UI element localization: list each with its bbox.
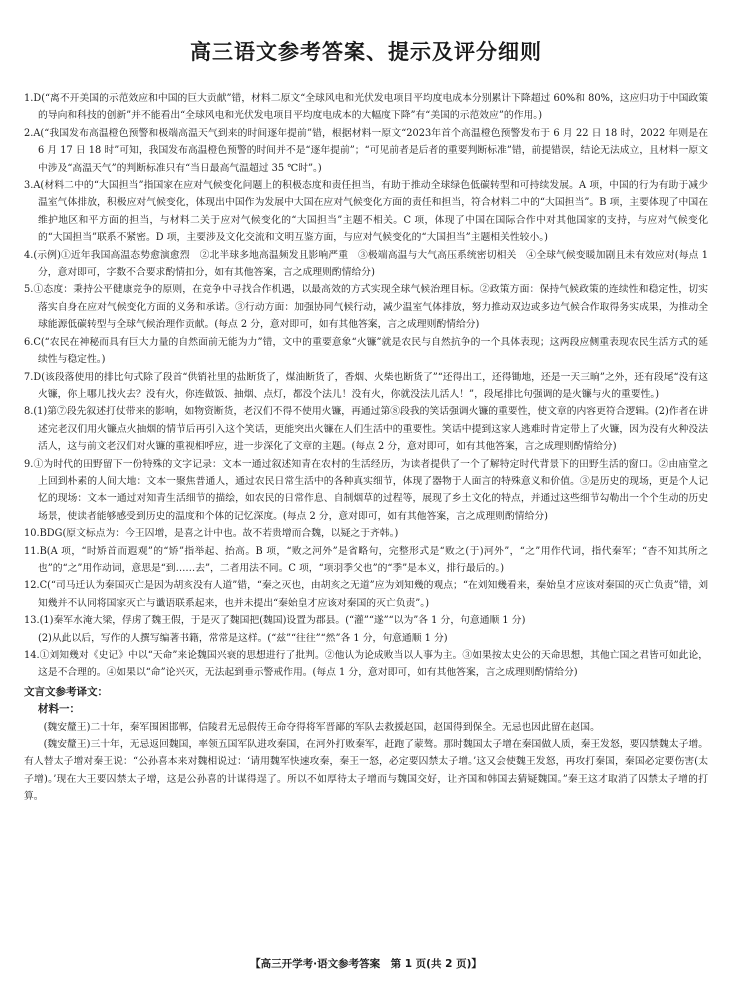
answer-item-7: 7.D(该段落使用的排比句式除了段首“供销社里的盐断货了，煤油断货了，香烟、火柴也断货了”“还得出工，还得锄地，还是一天三晌”之外，还有段尾“没有这火镰，你上哪儿找火去？没有火，你连做饭、抽烟、点灯，都没个法儿！没有火，你就没法儿活人！”，段尾排比句强调的是火镰与火的重要性。) [24, 371, 708, 400]
material-one-title: 材料一： [38, 703, 80, 716]
answer-item-12: 12.C(“司马迁认为秦国灭亡是因为胡亥没有人道”错，“秦之灭也，由胡亥之无道”应为刘知幾的观点；“在刘知幾看来，秦始皇才应该对秦国的灭亡负责”错，刘知幾并不认同将国家灭亡与谶语联系起来，也并未提出“秦始皇才应该对秦国的灭亡负责”。) [24, 580, 708, 609]
answer-item-13-part2: (2)从此以后，写作的人撰写编著书籍，常常是这样。(“兹”“往往”“然”各 1 分，句意通顺 1 分) [38, 632, 448, 644]
answer-item-13-part1: 13.(1)秦军水淹大梁，俘虏了魏王假，于是灭了魏国把(魏国)设置为郡县。(“灌”“遂”“以为”各 1 分，句意通顺 1 分) [24, 615, 526, 627]
answer-item-8: 8.(1)第⑦段先叙述打仗带来的影响，如物资断货，老汉们不得不使用火镰，再通过第⑧段我的笑话强调火镰的重要性，使文章的内容更符合逻辑。(2)作者在讲述完老汉们用火镰点火抽烟的情节后再引入这个笑话，更能突出火镰在人们生活中的重要性。笑话中提到这家人逃难时肯定带上了火镰，因为没有火种没法活人，这与前文老汉们对火镰的重视相呼应，进一步深化了文章的主题。(每点 2 分，意对即可，如有其他答案，言之成理则酌情给分) [24, 406, 708, 453]
answer-item-10: 10.BDG(原文标点为：今王囚增，是喜之计中也。故不若贵增而合魏，以疑之于齐韩。) [24, 528, 399, 540]
answer-item-2: 2.A(“我国发布高温橙色预警和极端高温天气到来的时间逐年提前”错，根据材料一原文“2023年首个高温橙色预警发布于 6 月 22 日 18 时，2022 年则是在 6 月 17 日 18 时”可知，我国发布高温橙色预警的时间并不是“逐年提前”；“可见前者是后者的重要判断标准”错，前提错误，结论无法成立，且材料一原文中涉及“高温天气”的判断标准只有“当日最高气温超过 35 ℃时”。) [24, 127, 708, 174]
answer-item-3: 3.A(材料二中的“大国担当”指国家在应对气候变化问题上的积极态度和责任担当，有助于推动全球绿色低碳转型和可持续发展。A 项，中国的行为有助于减少温室气体排放，积极应对气候变化，体现出中国作为发展中大国在应对气候变化方面的责任和担当，符合材料二中的“大国担当”。B 项，主要体现了中国在维护地区和平方面的担当，与材料二关于应对气候变化的“大国担当”主题不相关。C 项，体现了中国在国际合作中对其他国家的支持，与应对气候变化的“大国担当”联系不紧密。D 项，主要涉及文化交流和文明互鉴方面，与应对气候变化的“大国担当”主题相关性较小。) [24, 180, 708, 244]
answer-item-6: 6.C(“农民在神秘而具有巨大力量的自然面前无能为力”错，文中的重要意象“火镰”就是农民与自然抗争的一个具体表现；这两段应侧重表现农民生活方式的延续性与稳定性。) [24, 336, 708, 366]
page-title: 高三语文参考答案、提示及评分细则 [190, 40, 542, 64]
answer-item-1: 1.D(“离不开美国的示范效应和中国的巨大贡献”错，材料二原文“全球风电和光伏发电项目平均度电成本分别累计下降超过 60%和 80%，这应归功于中国政策的导向和科技的创新”并不能看出“全球风电和光伏发电项目平均度电成本的大幅度下降”有“美国的示范效应”的作用。) [24, 93, 708, 122]
answer-item-5: 5.①态度：秉持公平健康竞争的原则，在竞争中寻找合作机遇，以最高效的方式实现全球气候治理目标。②政策方面：保持气候政策的连续性和稳定性，切实落实自身在应对气候变化方面的义务和承诺。③行动方面：加强协同气候行动，减少温室气体排放，努力推动双边或多边气候合作取得务实成果，为推动全球能源低碳转型与全球气候治理作贡献。(每点 2 分，意对即可，如有其他答案，言之成理则酌情给分) [24, 284, 708, 331]
translation-paragraph: (魏安釐王)三十年，无忌返回魏国，率领五国军队进攻秦国，在河外打败秦军，赶跑了蒙骜。那时魏国太子增在秦国做人质，秦王发怒，要囚禁魏太子增。有人替太子增对秦王说：“公孙喜本来对魏相说过：‘请用魏军快速攻秦，秦王一怒，必定要囚禁太子增。’这又会使魏王发怒，再攻打秦国，秦国必定要伤害(太子增)。’现在大王要囚禁太子增，这是公孙喜的计谋得逞了。所以不如厚待太子增而与魏国交好，让齐国和韩国去猜疑魏国。”秦王这才取消了囚禁太子增的打算。 [24, 739, 708, 803]
answer-item-9: 9.①为时代的田野留下一份特殊的文字记录：文本一通过叙述知青在农村的生活经历，为读者提供了一个了解特定时代背景下的田野生活的窗口。②由庙堂之上回到朴素的人间大地：文本一聚焦普通人，通过农民日常生活中的各种真实细节，体现了器物于人面言的特殊意义和价值。③是历史的现场，更是个人记忆的现场：文本一通过对知青生活细节的描绘，如农民的日常作息、自制烟草的过程等，展现了乡土文化的特点，并通过这些细节勾勒出一个个生动的历史场景，使读者能够感受到历史的温度和个体的记忆深度。(每点 2 分，意对即可，如有其他答案，言之成理则酌情给分) [24, 458, 708, 522]
document-page [24, 0, 708, 985]
answer-item-11: 11.B(A 项，“时矫首而遐观”的“矫”指举起、抬高。B 项，“败之河外”是省略句，完整形式是“败之(于)河外”，“之”用作代词，指代秦军；“杳不知其所之也”的“之”用作动词，意思是“到……去”，二者用法不同。C 项，“项羽季父也”的“季”是本义，排行最后的。) [24, 545, 708, 574]
answer-body [24, 90, 708, 806]
translation-paragraph: (魏安釐王)二十年，秦军围困邯郸，信陵君无忌假传王命夺得将军晋鄙的军队去救援赵国，赵国得到保全。无忌也因此留在赵国。 [43, 721, 600, 733]
answer-item-4: 4.(示例)①近年我国高温态势愈演愈烈 ②北半球多地高温频发且影响严重 ③极端高温与大气高压系统密切相关 ④全球气候变暖加剧且未有效应对(每点 1 分，意对即可，字数不合要求酌情扣分，如有其他答案，言之成理则酌情给分) [24, 249, 708, 279]
page-footer: 【高三开学考·语文参考答案 第 1 页(共 2 页)】 [250, 958, 482, 970]
answer-item-14: 14.①刘知幾对《史记》中以“天命”来论魏国兴衰的思想进行了批判。②他认为论成败当以人事为主。③如果按太史公的天命思想，其他亡国之君皆可如此论，这是不合理的。④如果以“命”论兴灭，无法起到垂示警戒作用。(每点 1 分，意对即可，如有其他答案，言之成理则酌情给分) [24, 650, 708, 679]
translation-heading: 文言文参考译文： [24, 685, 108, 698]
